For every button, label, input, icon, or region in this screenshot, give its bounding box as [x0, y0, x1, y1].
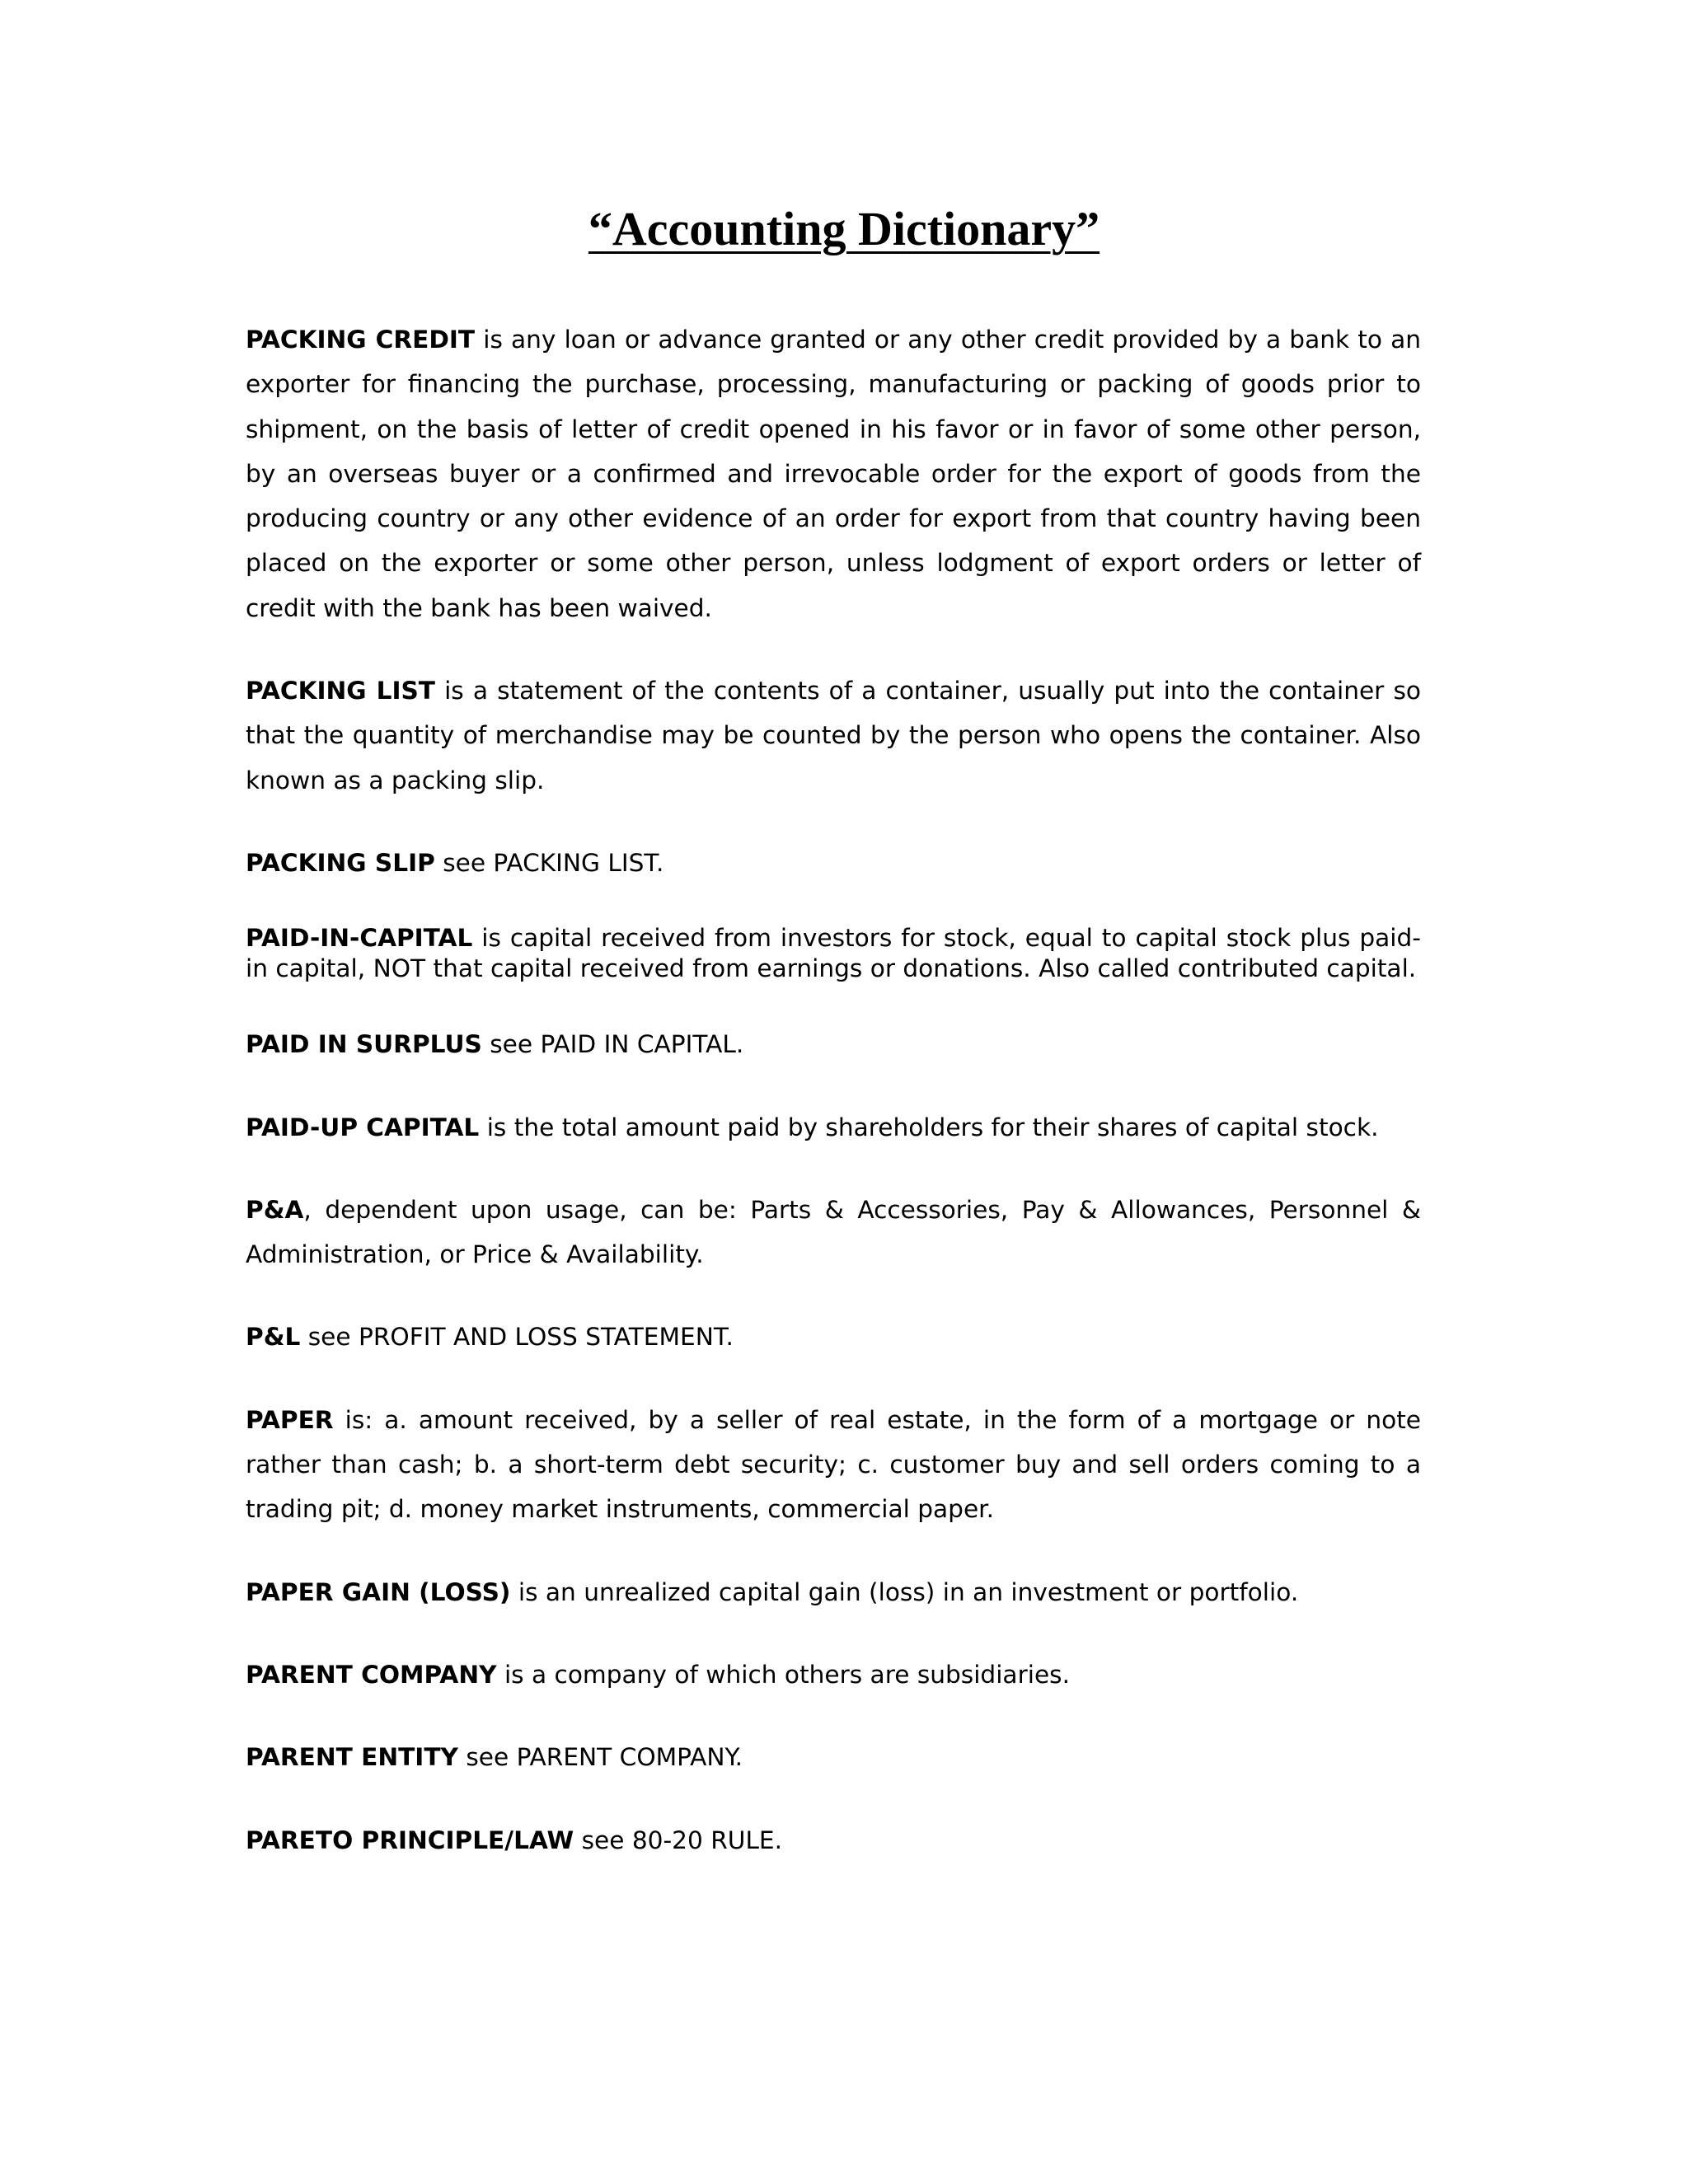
entry-packing-credit: [246, 317, 1421, 630]
entry-term: P&A: [246, 1195, 304, 1224]
entry-definition: is a statement of the contents of a container, usually put into the container so that the quantity of merchandise may be counted by the person who opens the container. Also known as a packing slip.: [246, 677, 1421, 794]
entry-packing-list: [246, 668, 1421, 803]
entry-definition: is an unrealized capital gain (loss) in an investment or portfolio.: [510, 1577, 1299, 1606]
entry-term: PARENT COMPANY: [246, 1660, 497, 1689]
entry-definition: is: a. amount received, by a seller of real estate, in the form of a mortgage or note rather than cash; b. a short-term debt security; c. customer buy and sell orders coming to a trading pit; d. money market instruments, commercial paper.: [246, 1405, 1421, 1524]
entry-definition: is a company of which others are subsidiaries.: [496, 1660, 1070, 1689]
entry-definition: see PACKING LIST.: [434, 848, 664, 877]
entry-term: PARENT ENTITY: [246, 1743, 458, 1772]
entry-term: PACKING SLIP: [246, 848, 435, 877]
entry-packing-slip: [246, 841, 1421, 885]
dictionary-entries: [246, 317, 1421, 1900]
entry-paid-in-surplus: [246, 1022, 1421, 1066]
entry-p-and-a: [246, 1188, 1421, 1277]
document-title: [0, 196, 1688, 262]
entry-term: PAID IN SURPLUS: [246, 1030, 482, 1059]
entry-definition: see PROFIT AND LOSS STATEMENT.: [300, 1323, 734, 1352]
document-title-text: “Accounting Dictionary”: [588, 202, 1100, 255]
entry-definition: see PAID IN CAPITAL.: [481, 1030, 744, 1059]
entry-term: PAPER GAIN (LOSS): [246, 1577, 511, 1606]
entry-definition: see PARENT COMPANY.: [457, 1743, 743, 1772]
entry-paper: [246, 1398, 1421, 1532]
entry-term: PARETO PRINCIPLE/LAW: [246, 1825, 574, 1854]
entry-term: PAPER: [246, 1405, 334, 1434]
entry-definition: is any loan or advance granted or any other credit provided by a bank to an exporter for financing the purchase, processing, manufacturing or packing of goods prior to shipment, on the basis of letter of credit opened in his favor or in favor of some other person, by an overseas buyer or a confirmed and irrevocable order for the export of goods from the producing country or any other evidence of an order for export from that country having been placed on the exporter or some other person, unless lodgment of export orders or letter of credit with the bank has been waived.: [246, 326, 1421, 622]
entry-definition: see 80-20 RULE.: [574, 1825, 783, 1854]
entry-parent-company: [246, 1652, 1421, 1697]
entry-p-and-l: [246, 1315, 1421, 1359]
entry-definition: is capital received from investors for stock, equal to capital stock plus paid-in capital, NOT that capital received from earnings or donations. Also called contributed capital.: [246, 924, 1421, 982]
entry-term: P&L: [246, 1323, 301, 1352]
entry-pareto-principle: [246, 1818, 1421, 1863]
entry-definition: is the total amount paid by shareholders for their shares of capital stock.: [479, 1113, 1379, 1141]
entry-paid-in-capital: [246, 923, 1421, 983]
entry-term: PAID-IN-CAPITAL: [246, 924, 473, 953]
entry-term: PACKING CREDIT: [246, 326, 476, 354]
entry-paid-up-capital: [246, 1105, 1421, 1150]
entry-definition: , dependent upon usage, can be: Parts & Accessories, Pay & Allowances, Personnel & Administration, or Price & Availability.: [246, 1195, 1421, 1269]
entry-term: PACKING LIST: [246, 677, 435, 705]
entry-parent-entity: [246, 1735, 1421, 1779]
entry-term: PAID-UP CAPITAL: [246, 1113, 480, 1141]
entry-paper-gain-loss: [246, 1570, 1421, 1615]
